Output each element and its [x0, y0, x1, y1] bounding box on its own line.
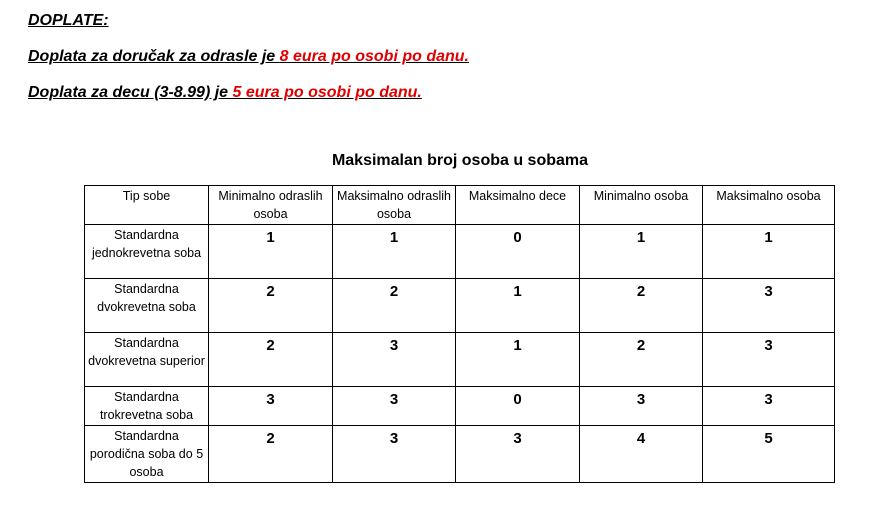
max-persons-cell: 5 [703, 426, 835, 483]
min-persons-cell: 2 [580, 279, 703, 333]
max-adults-cell: 3 [333, 426, 456, 483]
max-persons-cell: 1 [703, 225, 835, 279]
min-persons-cell: 4 [580, 426, 703, 483]
breakfast-surcharge-price: 8 eura po osobi po danu. [279, 48, 469, 65]
header-min-persons: Minimalno osoba [580, 186, 703, 225]
max-adults-cell: 1 [333, 225, 456, 279]
max-kids-cell: 0 [456, 225, 580, 279]
room-type-cell: Standardna jednokrevetna soba [85, 225, 209, 279]
doplate-heading: DOPLATE: [28, 12, 109, 29]
max-kids-cell: 1 [456, 279, 580, 333]
max-kids-cell: 1 [456, 333, 580, 387]
min-adults-cell: 1 [209, 225, 333, 279]
table-row [85, 387, 835, 426]
room-type-cell: Standardna trokrevetna soba [85, 387, 209, 426]
max-persons-cell: 3 [703, 333, 835, 387]
table-row [85, 333, 835, 387]
max-persons-cell: 3 [703, 279, 835, 333]
min-adults-cell: 2 [209, 333, 333, 387]
header-min-adults: Minimalno odraslih osoba [209, 186, 333, 225]
header-max-adults: Maksimalno odraslih osoba [333, 186, 456, 225]
breakfast-surcharge-text: Doplata za doručak za odrasle je [28, 48, 280, 65]
max-persons-cell: 3 [703, 387, 835, 426]
table-header-row [85, 186, 835, 225]
table-row [85, 426, 835, 483]
kids-surcharge-text: Doplata za decu (3-8.99) je [28, 84, 233, 101]
room-type-cell: Standardna dvokrevetna soba [85, 279, 209, 333]
max-kids-cell: 0 [456, 387, 580, 426]
min-persons-cell: 2 [580, 333, 703, 387]
kids-surcharge-line [28, 84, 422, 102]
header-max-kids: Maksimalno dece [456, 186, 580, 225]
breakfast-surcharge-line [28, 48, 469, 66]
min-persons-cell: 1 [580, 225, 703, 279]
table-title: Maksimalan broj osoba u sobama [331, 152, 589, 169]
min-adults-cell: 3 [209, 387, 333, 426]
header-room-type: Tip sobe [85, 186, 209, 225]
max-adults-cell: 3 [333, 333, 456, 387]
max-adults-cell: 2 [333, 279, 456, 333]
room-type-cell: Standardna dvokrevetna superior [85, 333, 209, 387]
room-capacity-table [84, 185, 835, 483]
max-kids-cell: 3 [456, 426, 580, 483]
header-max-persons: Maksimalno osoba [703, 186, 835, 225]
table-row [85, 225, 835, 279]
min-persons-cell: 3 [580, 387, 703, 426]
max-adults-cell: 3 [333, 387, 456, 426]
room-type-cell: Standardna porodična soba do 5 osoba [85, 426, 209, 483]
min-adults-cell: 2 [209, 279, 333, 333]
kids-surcharge-price: 5 eura po osobi po danu. [232, 84, 422, 101]
table-row [85, 279, 835, 333]
min-adults-cell: 2 [209, 426, 333, 483]
